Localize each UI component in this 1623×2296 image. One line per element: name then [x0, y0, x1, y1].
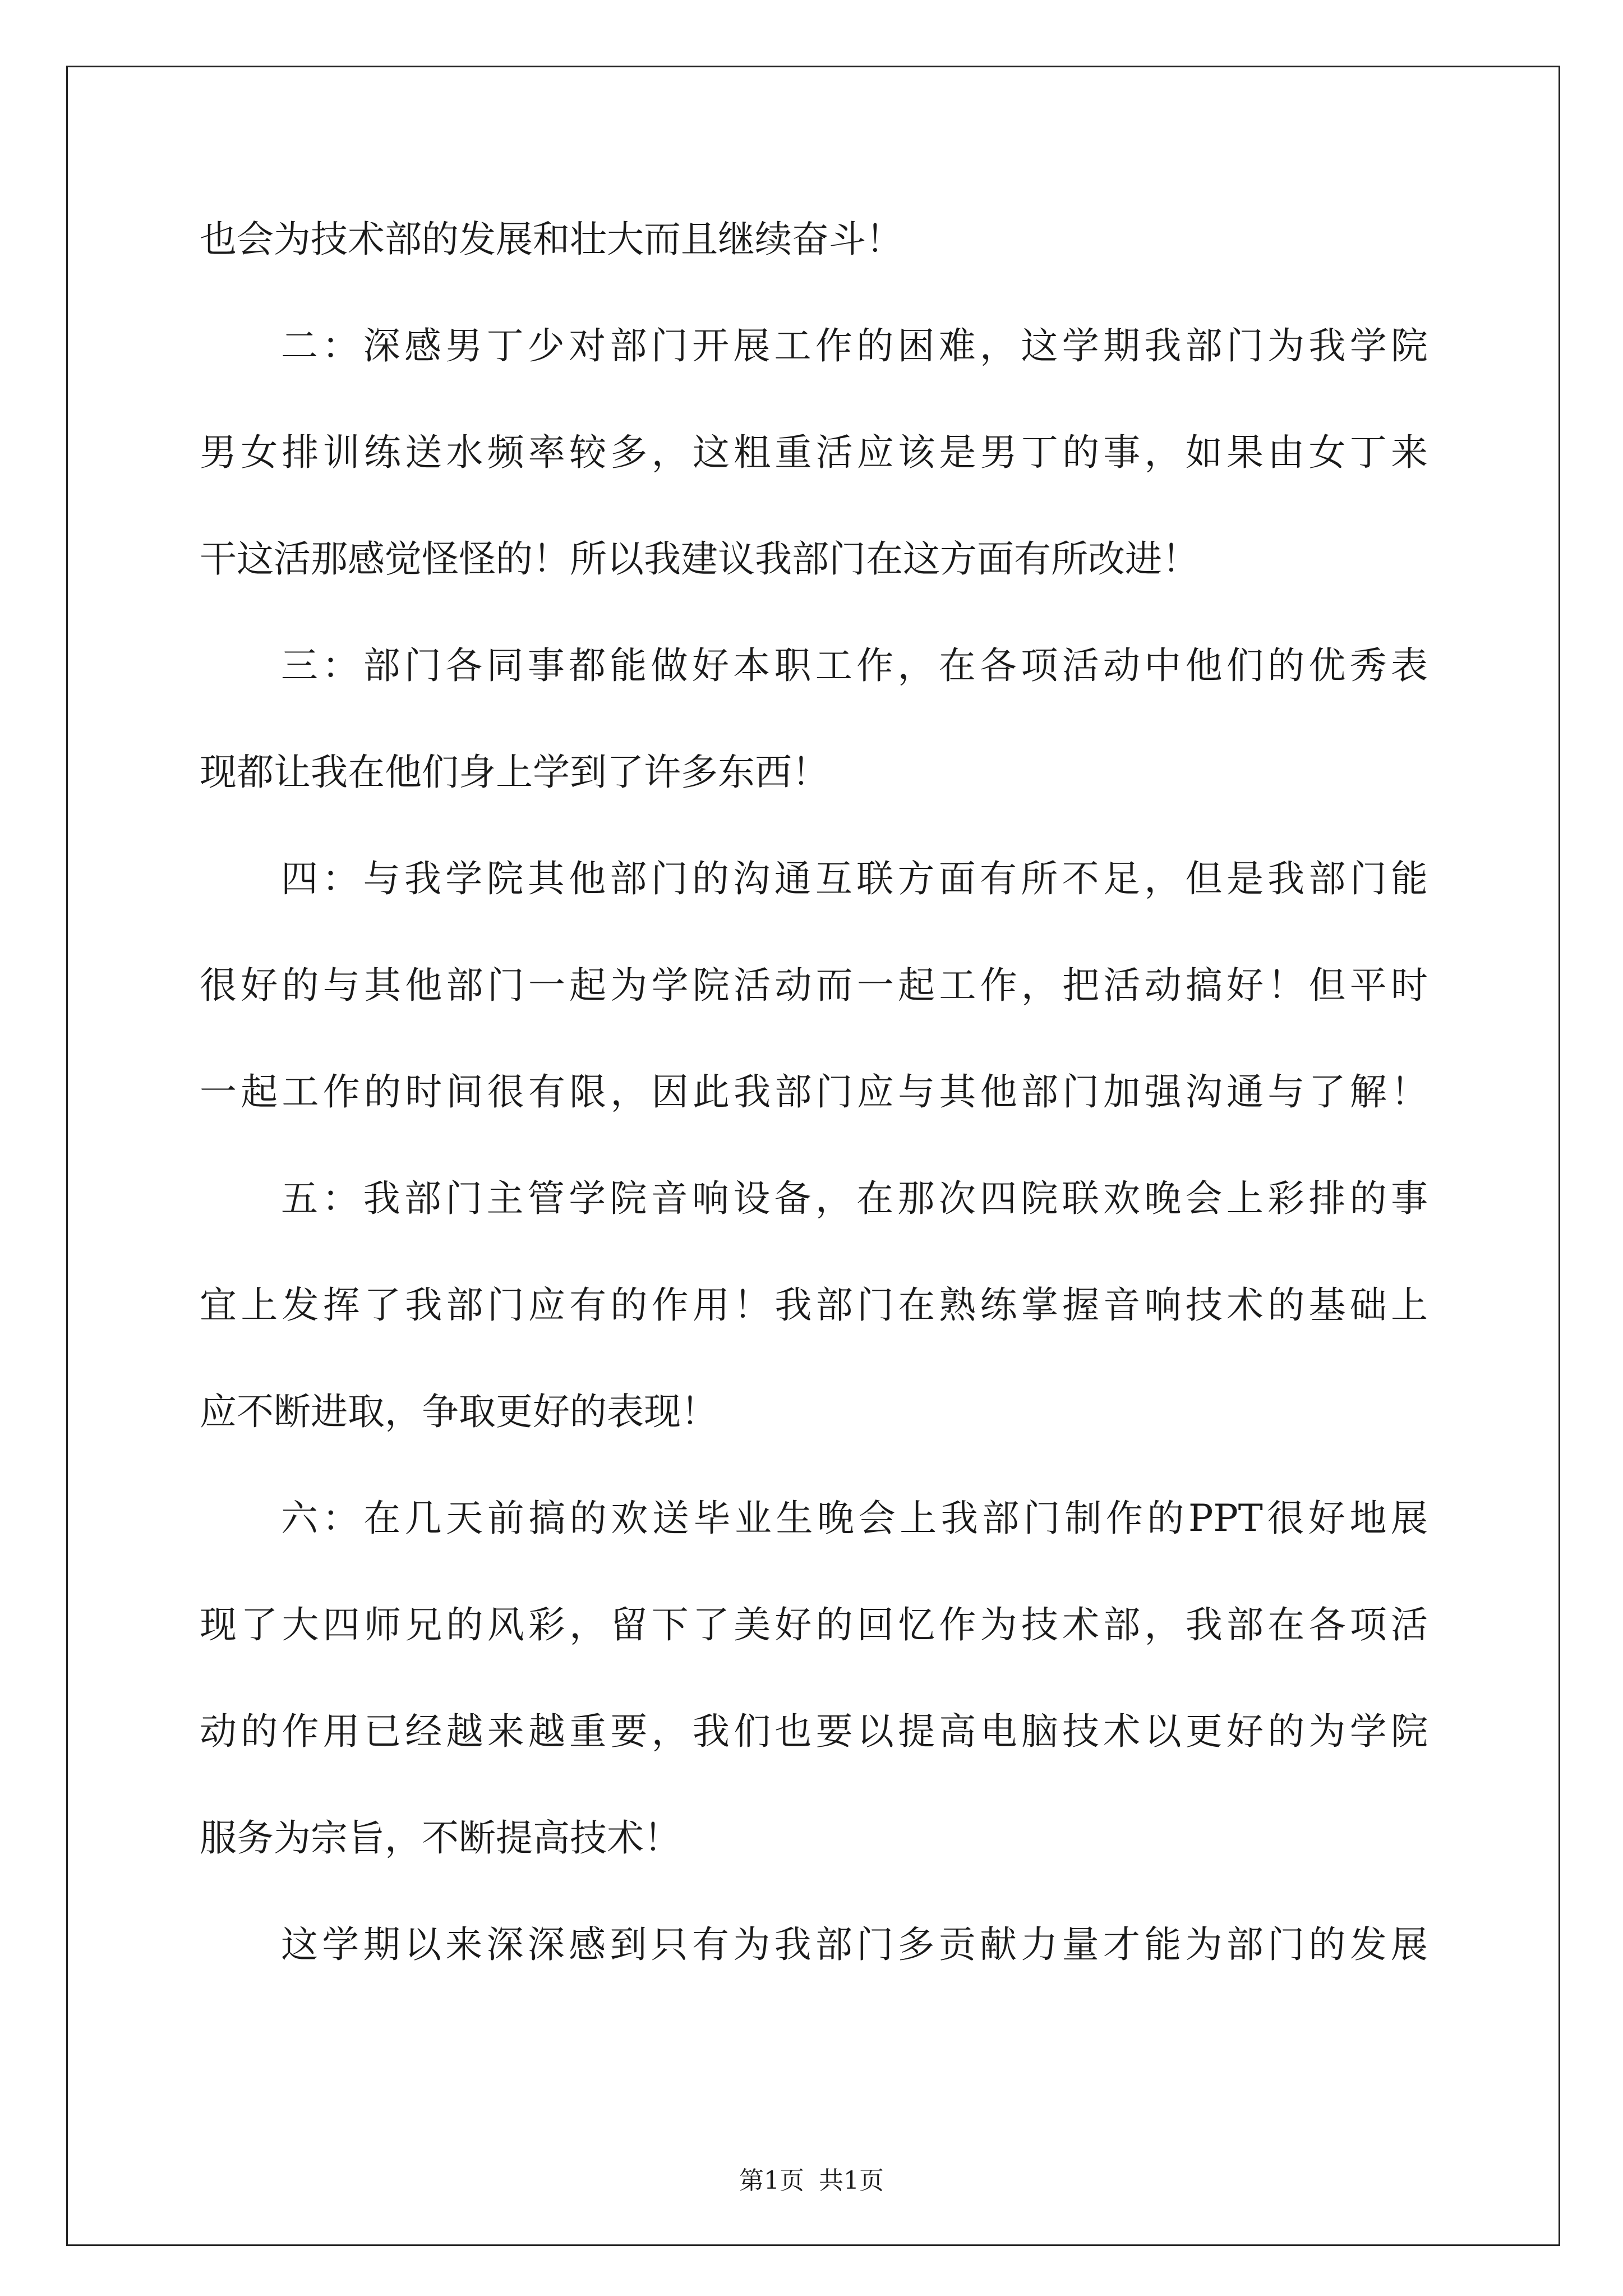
text-line: 宜上发挥了我部门应有的作用！我部门在熟练掌握音响技术的基础上 [200, 1283, 1428, 1327]
text-line: 六：在几天前搞的欢送毕业生晚会上我部门制作的PPT很好地展 [281, 1497, 1428, 1540]
text-line: 男女排训练送水频率较多，这粗重活应该是男丁的事，如果由女丁来 [200, 431, 1428, 474]
text-line: 也会为技术部的发展和壮大而且继续奋斗！ [200, 218, 903, 261]
text-line: 应不断进取，争取更好的表现！ [200, 1390, 718, 1433]
text-line: 一起工作的时间很有限，因此我部门应与其他部门加强沟通与了解！ [200, 1070, 1428, 1114]
text-line: 干这活那感觉怪怪的！所以我建议我部门在这方面有所改进！ [200, 537, 1199, 581]
page-number: 第1页 [739, 2166, 804, 2195]
text-line: 二：深感男丁少对部门开展工作的困难，这学期我部门为我学院 [281, 324, 1428, 367]
text-line: 现了大四师兄的风彩，留下了美好的回忆作为技术部，我部在各项活 [200, 1603, 1428, 1646]
text-line: 服务为宗旨，不断提高技术！ [200, 1816, 681, 1860]
text-line: 三：部门各同事都能做好本职工作，在各项活动中他们的优秀表 [281, 644, 1428, 687]
text-line: 四：与我学院其他部门的沟通互联方面有所不足，但是我部门能 [281, 857, 1428, 900]
page-footer [0, 2164, 1623, 2198]
text-line: 五：我部门主管学院音响设备，在那次四院联欢晚会上彩排的事 [281, 1177, 1428, 1220]
text-line: 动的作用已经越来越重要，我们也要以提高电脑技术以更好的为学院 [200, 1710, 1428, 1753]
text-line: 很好的与其他部门一起为学院活动而一起工作，把活动搞好！但平时 [200, 964, 1428, 1007]
text-line: 这学期以来深深感到只有为我部门多贡献力量才能为部门的发展 [281, 1923, 1428, 1966]
text-line: 现都让我在他们身上学到了许多东西！ [200, 751, 829, 794]
page-total: 共1页 [819, 2166, 884, 2195]
